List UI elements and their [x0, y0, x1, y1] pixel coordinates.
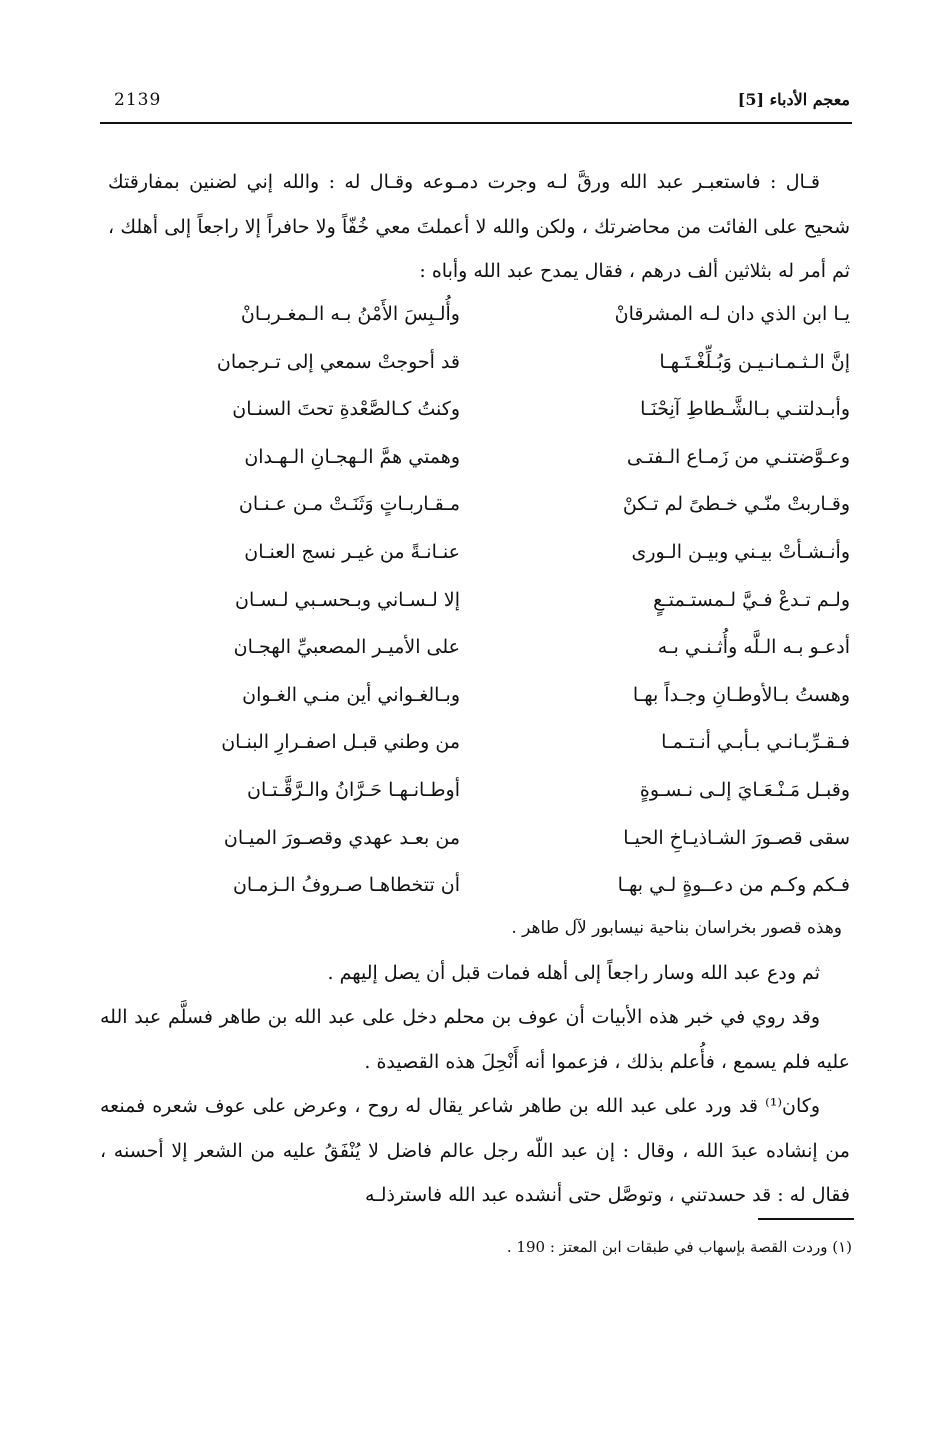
footnote: (١) وردت القصة بإسهاب في طبقات ابن المعتز : 190 .: [506, 1238, 852, 1256]
running-title: معجم الأدباء [5]: [737, 90, 850, 109]
hemistich-first: وأنـشـأتْ بيـني وبيـن الـورى: [631, 540, 850, 563]
hemistich-first: وقـاربتْ منّـي خـطىً لم تـكنْ: [622, 493, 850, 516]
hemistich-second: وكنتُ كـالصَّعْدةِ تحتَ السنـان: [232, 398, 460, 421]
body-after-poem: [100, 906, 850, 1218]
note-line: وهذه قصور بخراسان بناحية نيسابور لآل طاهر .: [511, 918, 842, 938]
hemistich-second: قد أحوجتْ سمعي إلى تـرجمان: [216, 350, 460, 373]
hemistich-second: على الأميـر المصعبيِّ الهجـان: [233, 636, 460, 659]
hemistich-second: مـقـاربـاتٍ وَثَنَـتْ مـن عـنـان: [238, 493, 460, 516]
hemistich-second: وأُلـبِسَ الأَمْنُ بـه الـمغـربـانْ: [240, 303, 460, 325]
verse: [108, 771, 850, 819]
verse: [108, 390, 850, 438]
hemistich-first: فـقـرِّبـانـي بـأبـي أنـتـمـا: [661, 731, 850, 754]
verse: [108, 628, 850, 676]
verse: [108, 343, 850, 391]
verse: [108, 438, 850, 486]
verse: [108, 581, 850, 629]
hemistich-second: وهمتي همَّ الـهجـانِ الـهـدان: [244, 445, 460, 468]
hemistich-first: إنَّ الـثـمـانـيـن وَبُـلِّغْـتَـهـا: [659, 350, 850, 373]
poem: [108, 295, 850, 914]
intro-block: [108, 160, 850, 294]
verse: [108, 485, 850, 533]
verse: [108, 723, 850, 771]
footnote-rule: [758, 1218, 854, 1220]
hemistich-first: وهستُ بـالأوطـانِ وجـداً بهـا: [632, 683, 850, 706]
hemistich-second: وبـالغـواني أين منـي الغـوان: [242, 683, 460, 706]
verse: [108, 819, 850, 867]
paragraph-4: وكان⁽¹⁾ قد ورد على عبد الله بن طاهر شاعر يقال له روح ، وعرض على عوف شعره فمنعه من إنشاده عبدَ الله ، وقال : إن عبد اللّه رجل عالم فاضل لا يُنْفَقُ عليه من الشعر إلا أحسنه ، فقال له : قد حسدتني ، وتوصَّل حتى أنشده عبد الله فاسترذلـه: [100, 1095, 850, 1206]
hemistich-first: وعـوَّضتنـي من زَمـاع الـفتـى: [626, 445, 850, 468]
hemistich-second: إلا لـسـاني وبـحسـبي لـسـان: [234, 588, 460, 611]
hemistich-second: أوطـانـهـا حَـرَّانُ والـرَّقَّـتـان: [247, 778, 460, 801]
hemistich-first: وقبـل مَـنْـعَـايَ إلـى نـسـوةٍ: [639, 778, 850, 801]
hemistich-second: من بعـد عهدي وقصـورَ الميـان: [223, 826, 460, 849]
page-number: 2139: [114, 90, 162, 110]
verse: [108, 533, 850, 581]
hemistich-second: عنـانـةً من غيـر نسج العنـان: [244, 540, 460, 563]
verse: [108, 295, 850, 343]
header-rule: [100, 122, 852, 124]
hemistich-second: أن تتخطاهـا صـروفُ الـزمـان: [232, 874, 460, 897]
hemistich-first: وأبـدلتنـي بـالشَّـطاطِ آنِحْنَـا: [640, 398, 850, 421]
hemistich-first: فـكم وكـم من دعــوةٍ لـي بهـا: [617, 874, 850, 897]
hemistich-first: يـا ابن الذي دان لـه المشرقانْ: [614, 303, 850, 325]
hemistich-second: من وطني قبـل اصفـرارِ البنـان: [221, 731, 460, 754]
hemistich-first: أدعـو بـه الـلَّه وأُثـنـي بـه: [657, 636, 850, 659]
hemistich-first: ولـم تـدعْ فـيَّ لـمستـمتـعٍ: [653, 588, 850, 611]
hemistich-first: سقى قصـورَ الشـاذيـاخِ الحيـا: [623, 826, 850, 849]
page-header: [100, 90, 850, 118]
intro-paragraph: قـال : فاستعبـر عبد الله ورقَّ لـه وجرت دمـوعه وقـال له : والله إني لضنين بمفارقتك شحيح على الفائت من محاضرتك ، ولكن والله لا أعملتَ معي خُفّاً ولا حافراً إلا راجعاً إلى أهلك ، ثم أمر له بثلاثين ألف درهم ، فقال يمدح عبد الله وأباه :: [108, 171, 850, 282]
paragraph-2: ثم ودع عبد الله وسار راجعاً إلى أهله فمات قبل أن يصل إليهم .: [327, 961, 820, 984]
paragraph-3: وقد روي في خبر هذه الأبيات أن عوف بن محلم دخل على عبد الله بن طاهر فسلَّم عبد الله عليه فلم يسمع ، فأُعلم بذلك ، فزعموا أنه أَنْحِلَ هذه القصيدة .: [100, 1006, 850, 1073]
verse: [108, 676, 850, 724]
